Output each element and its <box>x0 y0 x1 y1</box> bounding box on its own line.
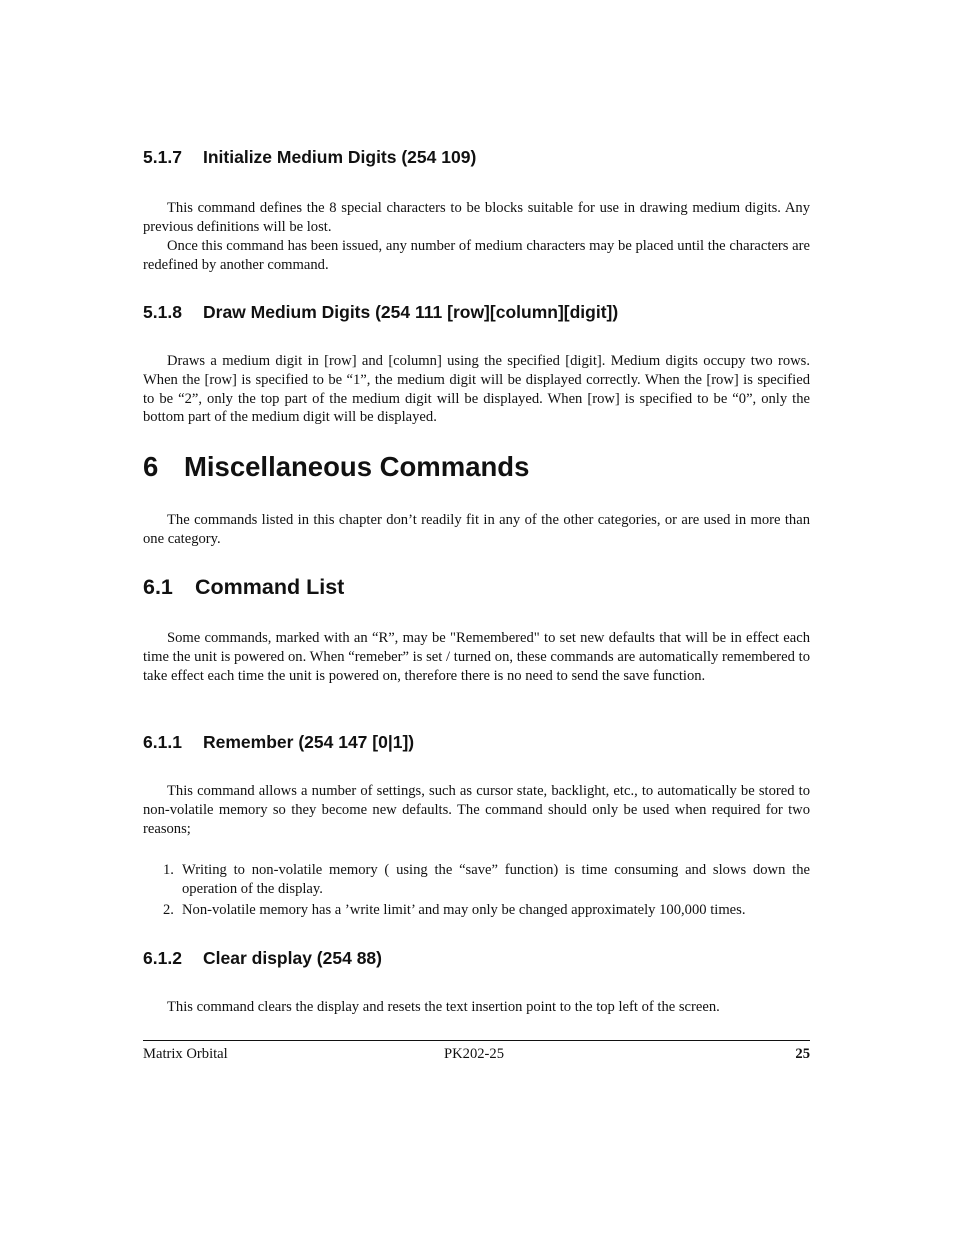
footer-center-text: PK202-25 <box>444 1046 504 1062</box>
paragraph: This command allows a number of settings, such as cursor state, backlight, etc., to automatically be stored to non-volatile memory so they become new defaults. The command should only be used when required for two reasons; <box>143 783 810 837</box>
paragraph: The commands listed in this chapter don’t readily fit in any of the other categories, or are used in more than one category. <box>143 512 810 547</box>
heading-6-1 <box>143 574 344 600</box>
list-marker: 1. <box>163 862 174 878</box>
section-number: 6.1.1 <box>143 732 182 752</box>
heading-6 <box>143 450 529 484</box>
list-marker: 2. <box>163 901 174 918</box>
page-number: 25 <box>795 1046 810 1062</box>
heading-5-1-8 <box>143 301 618 323</box>
footer-left-text: Matrix Orbital <box>143 1046 228 1062</box>
paragraph: This command defines the 8 special characters to be blocks suitable for use in drawing medium digits. Any previous definitions will be lost. <box>143 200 810 235</box>
list-item-text: Non-volatile memory has a ’write limit’ and may only be changed approximately 100,000 times. <box>182 901 746 918</box>
section-number: 5.1.7 <box>143 147 182 167</box>
paragraph: This command clears the display and resets the text insertion point to the top left of the screen. <box>167 999 720 1015</box>
section-title: Command List <box>195 575 345 599</box>
section-number: 6.1.2 <box>143 948 182 968</box>
paragraph: Draws a medium digit in [row] and [column] using the specified [digit]. Medium digits occupy two rows. When the [row] is specified to be “1”, the medium digit will be displayed correctly. When the [row] is specified to be “2”, only the top part of the medium digit will be displayed. When [row] is specified to be “0”, only the bottom part of the medium digit will be displayed. <box>143 353 810 426</box>
section-number: 5.1.8 <box>143 302 182 322</box>
heading-6-1-2 <box>143 947 382 969</box>
heading-5-1-7 <box>143 146 476 168</box>
footer-rule <box>143 1040 810 1041</box>
paragraph: Once this command has been issued, any number of medium characters may be placed until the characters are redefined by another command. <box>143 238 810 273</box>
section-number: 6 <box>143 451 159 482</box>
section-title: Draw Medium Digits (254 111 [row][column][digit]) <box>203 302 619 322</box>
list-item-text: Writing to non-volatile memory ( using the “save” function) is time consuming and slows down the operation of the display. <box>182 862 810 897</box>
heading-6-1-1 <box>143 731 414 753</box>
section-number: 6.1 <box>143 575 173 599</box>
section-title: Initialize Medium Digits (254 109) <box>203 147 477 167</box>
section-title: Miscellaneous Commands <box>184 451 530 482</box>
list-item <box>143 861 810 899</box>
numbered-list <box>143 861 810 921</box>
paragraph: Some commands, marked with an “R”, may be "Remembered" to set new defaults that will be in effect each time the unit is powered on. When “remeber” is set / turned on, these commands are automatically remembered to take effect each time the unit is powered on, therefore there is no need to send the save function. <box>143 630 810 684</box>
list-item <box>143 901 810 920</box>
section-title: Remember (254 147 [0|1]) <box>203 732 415 752</box>
section-title: Clear display (254 88) <box>203 948 382 968</box>
